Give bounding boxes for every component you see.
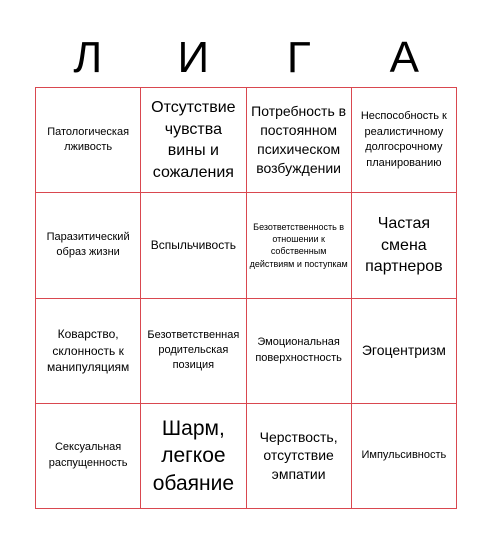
header-letter-4: А (389, 33, 419, 82)
bingo-cell-r3c3[interactable]: Эмоциональная поверхностность (247, 299, 352, 404)
bingo-cell-r4c2[interactable]: Шарм, легкое обаяние (141, 404, 246, 509)
header-letter-2: И (177, 33, 210, 82)
bingo-cell-r2c4[interactable]: Частая смена партнеров (352, 193, 457, 298)
bingo-cell-r2c2[interactable]: Вспыльчивость (141, 193, 246, 298)
bingo-cell-r1c4[interactable]: Неспособность к реалистичному долгосрочному планированию (352, 88, 457, 193)
bingo-cell-r3c2[interactable]: Безответственная родительская позиция (141, 299, 246, 404)
bingo-cell-r4c3[interactable]: Черствость, отсутствие эмпатии (247, 404, 352, 509)
bingo-cell-r4c1[interactable]: Сексуальная распущенность (36, 404, 141, 509)
bingo-cell-r2c3[interactable]: Безответственность в отношении к собственным действиям и поступкам (247, 193, 352, 298)
bingo-header (35, 30, 457, 86)
bingo-cell-r1c1[interactable]: Патологическая лживость (36, 88, 141, 193)
bingo-cell-r1c2[interactable]: Отсутствие чувства вины и сожаления (141, 88, 246, 193)
bingo-board (35, 87, 457, 509)
header-letter-1: Л (73, 33, 103, 82)
bingo-cell-r2c1[interactable]: Паразитический образ жизни (36, 193, 141, 298)
bingo-cell-r1c3[interactable]: Потребность в постоянном психическом возбуждении (247, 88, 352, 193)
header-letter-3: Г (286, 33, 311, 82)
bingo-cell-r3c1[interactable]: Коварство, склонность к манипуляциям (36, 299, 141, 404)
bingo-cell-r4c4[interactable]: Импульсивность (352, 404, 457, 509)
bingo-cell-r3c4[interactable]: Эгоцентризм (352, 299, 457, 404)
